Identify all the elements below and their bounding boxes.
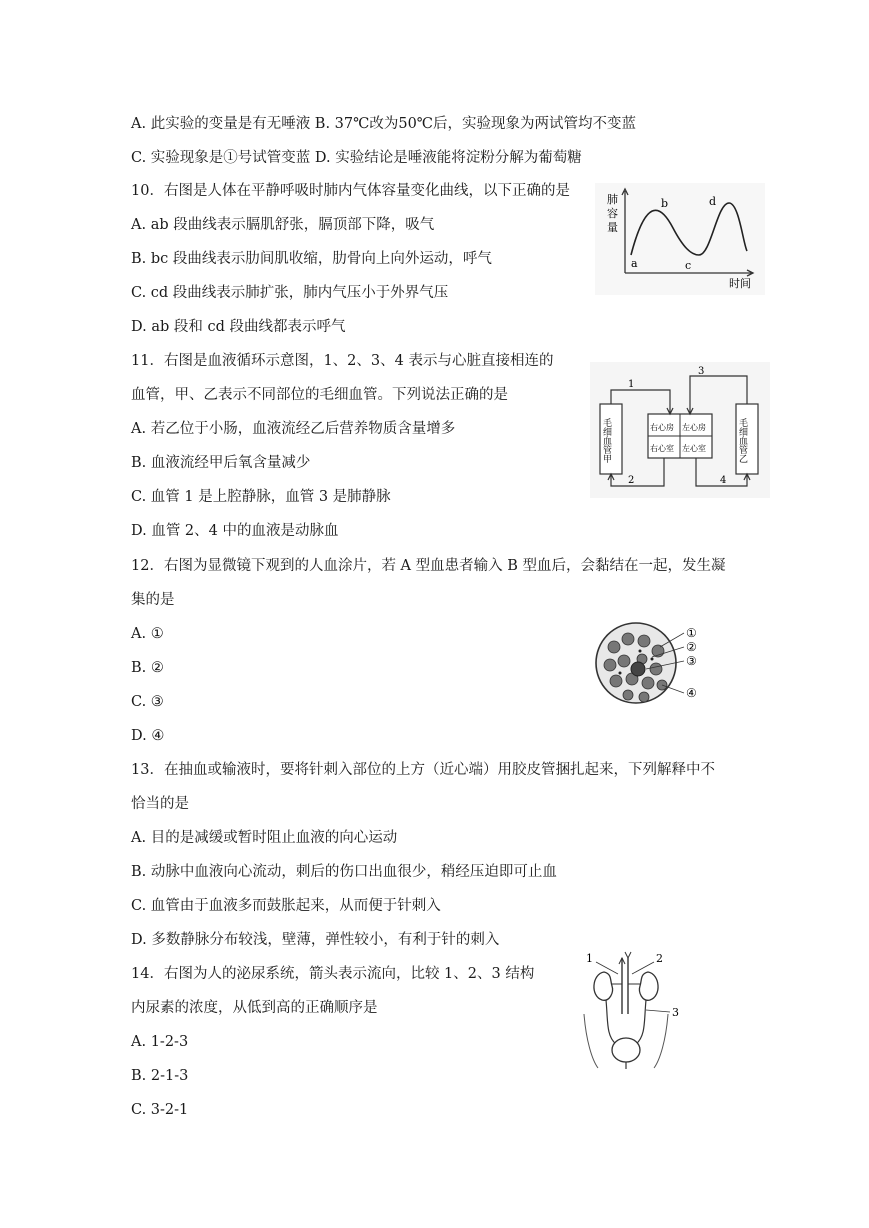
q14-stem-2: 内尿素的浓度，从低到高的正确顺序是 [131,1000,378,1016]
y-label-2: 容 [607,207,618,220]
label-capillary-jia: 毛细血管甲 [601,418,611,463]
label-2: ② [686,640,697,654]
q13-stem-1: 13．在抽血或输液时，要将针刺入部位的上方（近心端）用胶皮管捆扎起来，下列解释中不 [131,762,715,778]
label-vessel-3: 3 [698,366,705,377]
label-left-ventricle: 左心室 [682,444,706,453]
q10-option-c: C. cd 段曲线表示肺扩张，肺内气压小于外界气压 [131,285,449,301]
q12-stem-1: 12．右图为显微镜下观到的人血涂片，若 A 型血患者输入 B 型血后，会黏结在一起，发生凝 [131,558,726,574]
y-label-1: 肺 [607,193,618,206]
label-capillary-yi: 毛细血管乙 [737,418,747,463]
q13-option-c: C. 血管由于血液多而鼓胀起来，从而便于针刺入 [131,898,441,914]
label-1: ① [686,626,697,640]
right-kidney [639,972,658,1000]
q12-option-d: D. ④ [131,728,165,744]
line-9a: A. 此实验的变量是有无唾液 B. 37℃改为50℃后，实验现象为两试管均不变蓝 [131,116,637,132]
q10-stem: 10．右图是人体在平静呼吸时肺内气体容量变化曲线，以下正确的是 [131,183,570,199]
q11-stem-1: 11．右图是血液循环示意图，1、2、3、4 表示与心脏直接相连的 [131,353,554,369]
point-c-label: c [685,259,692,272]
q10-option-d: D. ab 段和 cd 段曲线都表示呼气 [131,319,346,335]
label-1: 1 [586,952,593,965]
bladder [612,1038,640,1062]
q12-option-b: B. ② [131,660,164,676]
q11-option-b: B. 血液流经甲后氧含量减少 [131,455,311,471]
q11-option-d: D. 血管 2、4 中的血液是动脉血 [131,523,339,539]
q14-option-c: C. 3-2-1 [131,1102,189,1118]
q12-option-c: C. ③ [131,694,164,710]
line-9c: C. 实验现象是①号试管变蓝 D. 实验结论是唾液能将淀粉分解为葡萄糖 [131,150,582,166]
label-left-atrium: 左心房 [682,423,706,432]
q14-option-a: A. 1-2-3 [131,1034,189,1050]
q12-option-a: A. ① [131,626,164,642]
q13-option-a: A. 目的是减缓或暂时阻止血液的向心运动 [131,830,398,846]
label-vessel-4: 4 [720,475,727,486]
label-4: ④ [686,686,697,700]
label-vessel-2: 2 [628,475,635,486]
x-label: 时间 [729,277,751,290]
point-b-label: b [661,197,669,210]
white-blood-cell [631,662,645,676]
q11-stem-2: 血管，甲、乙表示不同部位的毛细血管。下列说法正确的是 [131,387,508,403]
label-3: 3 [672,1006,679,1019]
q13-option-b: B. 动脉中血液向心流动，刺后的伤口出血很少，稍经压迫即可止血 [131,864,557,880]
label-right-atrium: 右心房 [650,423,674,432]
q14-option-b: B. 2-1-3 [131,1068,189,1084]
q10-option-a: A. ab 段曲线表示膈肌舒张，膈顶部下降，吸气 [131,217,435,233]
q10-option-b: B. bc 段曲线表示肋间肌收缩，肋骨向上向外运动，呼气 [131,251,492,267]
label-vessel-1: 1 [628,379,635,390]
y-label-3: 量 [607,221,618,234]
label-2: 2 [656,952,663,965]
urinary-system-figure [576,944,686,1070]
point-d-label: d [709,195,717,208]
label-right-ventricle: 右心室 [650,444,674,453]
q13-option-d: D. 多数静脉分布较浅，壁薄，弹性较小，有利于针的刺入 [131,932,500,948]
point-a-label: a [631,257,638,270]
q11-option-c: C. 血管 1 是上腔静脉，血管 3 是肺静脉 [131,489,391,505]
q11-option-a: A. 若乙位于小肠，血液流经乙后营养物质含量增多 [131,421,456,437]
q13-stem-2: 恰当的是 [131,796,189,812]
circulation-figure [590,362,770,498]
label-3: ③ [686,654,697,668]
lung-volume-figure [595,183,765,295]
q12-stem-2: 集的是 [131,592,175,608]
left-kidney [594,972,613,1000]
q14-stem-1: 14．右图为人的泌尿系统，箭头表示流向，比较 1、2、3 结构 [131,966,535,982]
blood-smear-figure [592,617,712,709]
